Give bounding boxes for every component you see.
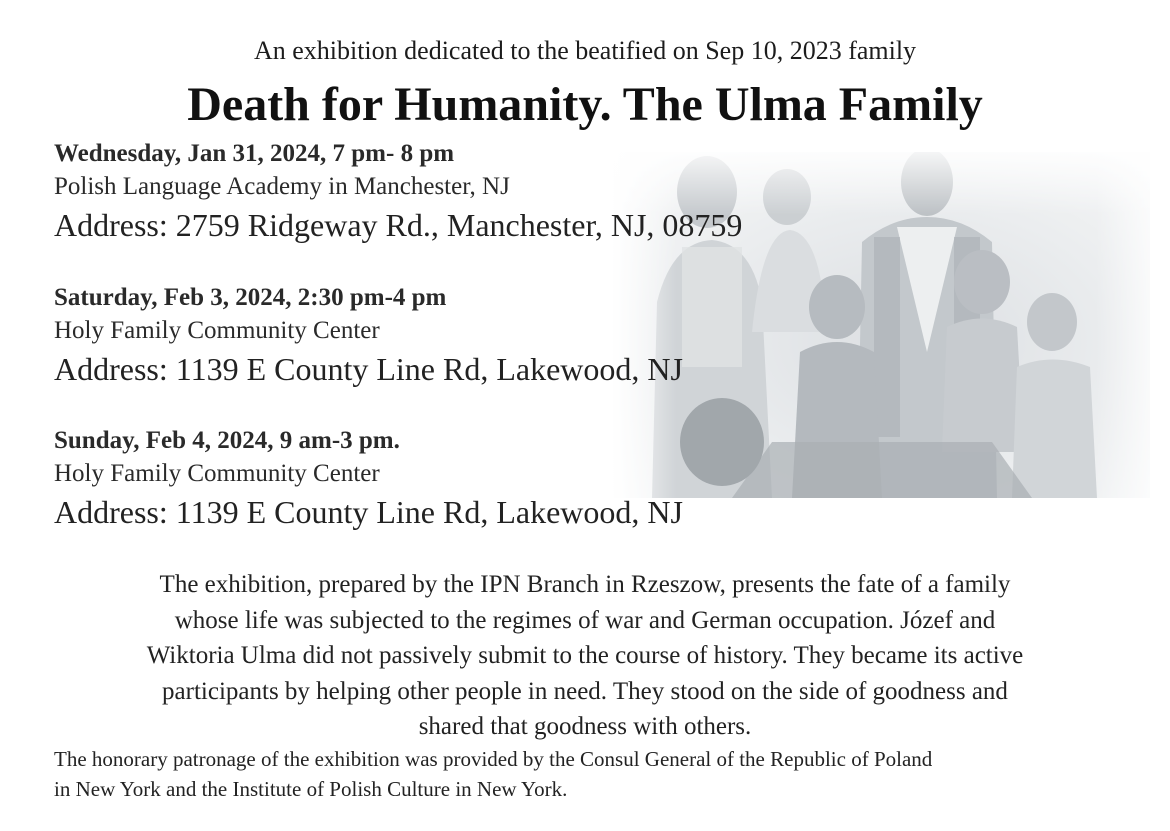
description-line: The exhibition, prepared by the IPN Branch in Rzeszow, presents the fate of a family <box>159 571 1011 598</box>
event-sunday <box>54 425 854 533</box>
exhibition-subtitle: An exhibition dedicated to the beatified on Sep 10, 2023 family <box>253 36 917 65</box>
event-venue: Holy Family Community Center <box>54 460 380 487</box>
event-saturday <box>54 282 854 390</box>
description-line: shared that goodness with others. <box>418 713 752 740</box>
patronage-note <box>54 744 1134 804</box>
description-line: Wiktoria Ulma did not passively submit to the course of history. They became its active <box>146 642 1024 669</box>
patronage-line: in New York and the Institute of Polish Culture in New York. <box>54 777 568 801</box>
event-venue: Holy Family Community Center <box>54 317 380 344</box>
event-address: Address: 1139 E County Line Rd, Lakewood, NJ <box>54 351 683 387</box>
patronage-line: The honorary patronage of the exhibition was provided by the Consul General of the Republic of Poland <box>54 747 933 771</box>
description-line: participants by helping other people in need. They stood on the side of goodness and <box>162 677 1008 705</box>
exhibition-description <box>40 567 1130 745</box>
event-date-time: Sunday, Feb 4, 2024, 9 am-3 pm. <box>54 427 400 454</box>
event-venue: Polish Language Academy in Manchester, NJ <box>54 173 510 200</box>
event-wednesday <box>54 138 854 246</box>
event-address: Address: 2759 Ridgeway Rd., Manchester, NJ, 08759 <box>54 207 743 243</box>
description-line: whose life was subjected to the regimes of war and German occupation. Józef and <box>174 606 996 634</box>
event-date-time: Wednesday, Jan 31, 2024, 7 pm- 8 pm <box>54 140 455 167</box>
event-date-time: Saturday, Feb 3, 2024, 2:30 pm-4 pm <box>54 284 447 311</box>
exhibition-title: Death for Humanity. The Ulma Family <box>187 78 983 131</box>
event-address: Address: 1139 E County Line Rd, Lakewood, NJ <box>54 494 683 530</box>
